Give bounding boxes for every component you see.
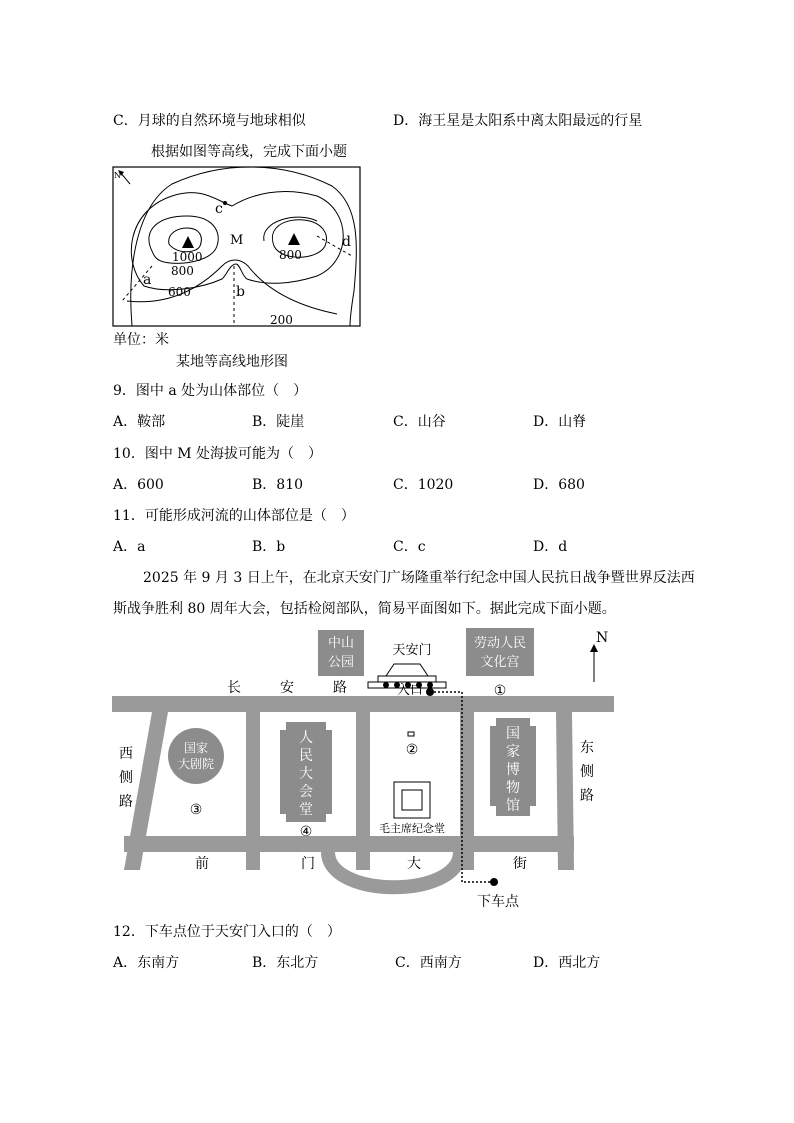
label-M: M (230, 233, 244, 248)
label-d: d (342, 234, 351, 250)
qianmen-label-1: 前 (195, 856, 209, 872)
q9-stem: 9．图中 a 处为山体部位（ ） (113, 383, 308, 399)
changan-road (112, 696, 614, 712)
q11-stem: 11．可能形成河流的山体部位是（ ） (113, 508, 355, 524)
q11-option-b: B．b (252, 539, 286, 555)
museum-label-5: 馆 (506, 798, 520, 814)
laodong-label-1: 劳动人民 (473, 636, 527, 651)
label-b: b (236, 284, 245, 300)
q9-option-b: B．陡崖 (252, 414, 305, 430)
changan-label-1: 长 (227, 680, 241, 696)
entrance-label: 入口 (396, 683, 424, 698)
museum-label-2: 家 (506, 744, 520, 760)
contour-map (112, 166, 362, 328)
plan-north-label: N (596, 630, 609, 646)
hall-label-2: 民 (299, 748, 313, 764)
q11-option-c: C．c (393, 539, 426, 555)
dongcelu-1: 东 (580, 740, 594, 756)
marker-3: ③ (189, 802, 203, 818)
map-caption: 某地等高线地形图 (176, 354, 288, 370)
theater-label-1: 国家 (183, 741, 209, 755)
xicelu-2: 侧 (119, 770, 133, 786)
mausoleum-icon (394, 782, 430, 818)
qianmen-label-2: 门 (301, 856, 315, 872)
zhongshan-label-2: 公园 (327, 655, 355, 670)
marker-1: ① (493, 683, 507, 699)
south-arc-road (328, 852, 460, 887)
hall-label-1: 人 (299, 730, 313, 746)
marker-4: ④ (299, 824, 313, 840)
q9-option-a: A．鞍部 (113, 414, 166, 430)
museum-label-4: 物 (506, 780, 520, 796)
changan-label-2: 安 (280, 680, 294, 696)
monument-icon (408, 732, 414, 736)
q10-option-d: D．680 (533, 477, 585, 493)
q10-option-c: C．1020 (393, 477, 454, 493)
q10-stem: 10．图中 M 处海拔可能为（ ） (113, 446, 323, 462)
qianmen-label-4: 街 (513, 856, 527, 872)
qianmen-label-3: 大 (407, 856, 421, 872)
laodong-label-2: 文化宫 (480, 655, 520, 670)
hall-label-4: 会 (299, 784, 313, 800)
point-c (223, 201, 227, 205)
q9-option-c: C．山谷 (393, 414, 446, 430)
label-1000: 1000 (172, 250, 203, 264)
intro-parade-line1: 2025 年 9 月 3 日上午，在北京天安门广场隆重举行纪念中国人民抗日战争暨世界反法西 (143, 570, 695, 586)
dongcelu-2: 侧 (580, 764, 594, 780)
label-800-left: 800 (171, 264, 194, 278)
q12-option-a: A．东南方 (113, 955, 180, 971)
label-c: c (215, 201, 223, 217)
q8-option-d: D．海王星是太阳系中离太阳最远的行星 (393, 113, 643, 129)
museum-label-1: 国 (506, 726, 520, 742)
tiananmen-label: 天安门 (392, 643, 432, 658)
changan-label-3: 路 (333, 680, 347, 696)
intro-parade-line2: 斯战争胜利 80 周年大会，包括检阅部队，简易平面图如下。据此完成下面小题。 (113, 601, 616, 617)
dropoff-label: 下车点 (477, 894, 519, 910)
hall-label-5: 堂 (299, 802, 313, 818)
xicelu-3: 路 (119, 794, 133, 810)
marker-2: ② (405, 742, 419, 758)
q12-option-c: C．西南方 (395, 955, 462, 971)
national-grand-theater (168, 728, 224, 784)
q10-option-a: A．600 (113, 477, 164, 493)
q11-option-d: D．d (533, 539, 568, 555)
q11-option-a: A．a (113, 539, 146, 555)
qianmen-street (124, 836, 574, 852)
hall-label-3: 大 (299, 766, 313, 782)
intro-contour: 根据如图等高线，完成下面小题 (151, 144, 347, 160)
label-800-right: 800 (279, 248, 302, 262)
q12-option-b: B．东北方 (252, 955, 319, 971)
q8-option-c: C．月球的自然环境与地球相似 (113, 113, 306, 129)
tiananmen-plan-map (110, 624, 620, 914)
q9-option-d: D．山脊 (533, 414, 587, 430)
dropoff-point (490, 878, 498, 886)
zhongshan-label-1: 中山 (327, 636, 355, 651)
museum-label-3: 博 (506, 762, 520, 778)
dongcelu-3: 路 (580, 788, 594, 804)
north-label: N (114, 171, 121, 180)
q12-option-d: D．西北方 (533, 955, 601, 971)
label-600: 600 (168, 285, 191, 299)
theater-label-2: 大剧院 (177, 757, 215, 771)
label-a: a (143, 272, 152, 288)
mausoleum-label: 毛主席纪念堂 (379, 822, 445, 835)
q10-option-b: B．810 (252, 477, 304, 493)
xicelu-1: 西 (119, 746, 133, 762)
q12-stem: 12．下车点位于天安门入口的（ ） (113, 924, 341, 940)
label-200: 200 (270, 313, 293, 327)
map-unit: 单位：米 (113, 332, 169, 348)
